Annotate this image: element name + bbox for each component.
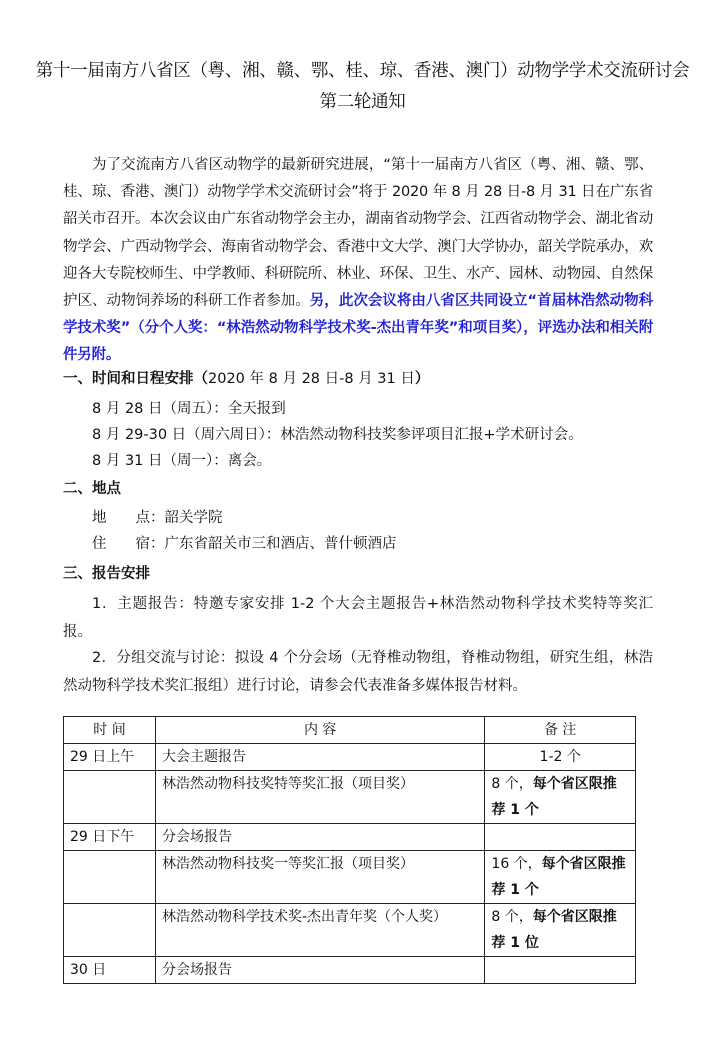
table-cell-content: 大会主题报告 [155,744,484,771]
table-header-row [64,717,636,744]
note-limit: 每个省区限推荐 1 个 [491,776,617,818]
intro-text: 为了交流南方八省区动物学的最新研究进展，“第十一届南方八省区（粤、湘、赣、鄂、桂、琼、香港、澳门）动物学学术交流研讨会”将于 2020 年 8 月 28 日-8 月 31 日在广东省韶关市召开。本次会议由广东省动物学会主办，湖南省动物学会、江西省动物学会、湖北省动物学会、广西动物学会、海南省动物学会、香港中文大学、澳门大学协办，韶关学院承办，欢迎各大专院校师生、中学教师、科研院所、林业、环保、卫生、水产、园林、动物园、自然保护区、动物饲养场的科研工作者参加。 [63,157,653,310]
table-row [64,744,636,771]
table-row [64,904,636,957]
table-cell-content: 林浩然动物科技奖特等奖汇报（项目奖） [155,771,484,824]
note-limit: 每个省区限推荐 1 位 [491,909,617,951]
table-cell-time: 29 日上午 [64,744,156,771]
table-cell-time [64,851,156,904]
table-cell-note [485,904,636,957]
section-location-heading: 二、地点 [63,481,121,497]
intro-paragraph [63,152,653,370]
table-row [64,771,636,824]
award-announcement: 另，此次会议将由八省区共同设立“首届林浩然动物科学技术奖”（分个人奖：“林浩然动物科学技术奖-杰出青年奖”和项目奖），评选办法和相关附件另附。 [63,293,653,364]
table-cell-note [485,824,636,851]
section-schedule-close: ） [414,371,430,387]
table-cell-time: 30 日 [64,957,156,984]
schedule-item: 8 月 29-30 日（周六周日）：林浩然动物科技奖参评项目汇报+学术研讨会。 [92,427,583,443]
note-count: 16 个， [491,856,542,872]
document-title: 第十一届南方八省区（粤、湘、赣、鄂、桂、琼、香港、澳门）动物学学术交流研讨会 [35,61,690,81]
report-paragraph-1: 1．主题报告：特邀专家安排 1-2 个大会主题报告+林浩然动物科学技术奖特等奖汇报。 [63,596,653,640]
table-header-time: 时 间 [64,717,156,744]
note-count: 8 个， [491,909,533,925]
section-schedule-title: 一、时间和日程安排（ [63,371,208,387]
table-cell-content: 林浩然动物科技奖一等奖汇报（项目奖） [155,851,484,904]
section-schedule-dates: 2020 年 8 月 28 日-8 月 31 日 [208,371,415,387]
table-cell-time: 29 日下午 [64,824,156,851]
table-cell-note [485,851,636,904]
section-reports-heading: 三、报告安排 [63,566,150,582]
table-header-note: 备 注 [485,717,636,744]
table-cell-content: 分会场报告 [155,957,484,984]
table-cell-note: 1-2 个 [485,744,636,771]
schedule-table [63,716,636,984]
location-item: 地 点：韶关学院 [92,510,223,526]
table-cell-note [485,957,636,984]
note-limit: 每个省区限推荐 1 个 [491,856,626,898]
document-subtitle: 第二轮通知 [319,92,406,112]
table-cell-content: 分会场报告 [155,824,484,851]
report-paragraph-2: 2．分组交流与讨论：拟设 4 个分会场（无脊椎动物组，脊椎动物组，研究生组，林浩然动物科学技术奖汇报组）进行讨论，请参会代表准备多媒体报告材料。 [63,650,653,694]
table-row [64,824,636,851]
table-row [64,957,636,984]
table-cell-content: 林浩然动物科学技术奖-杰出青年奖（个人奖） [155,904,484,957]
table-row [64,851,636,904]
schedule-item: 8 月 31 日（周一）：离会。 [92,453,272,469]
lodging-item: 住 宿：广东省韶关市三和酒店、普什顿酒店 [92,536,397,552]
table-cell-note [485,771,636,824]
schedule-item: 8 月 28 日（周五）：全天报到 [92,401,286,417]
table-cell-time [64,904,156,957]
note-count: 8 个， [491,776,533,792]
section-schedule-heading [63,366,429,393]
table-header-content: 内 容 [155,717,484,744]
table-cell-time [64,771,156,824]
